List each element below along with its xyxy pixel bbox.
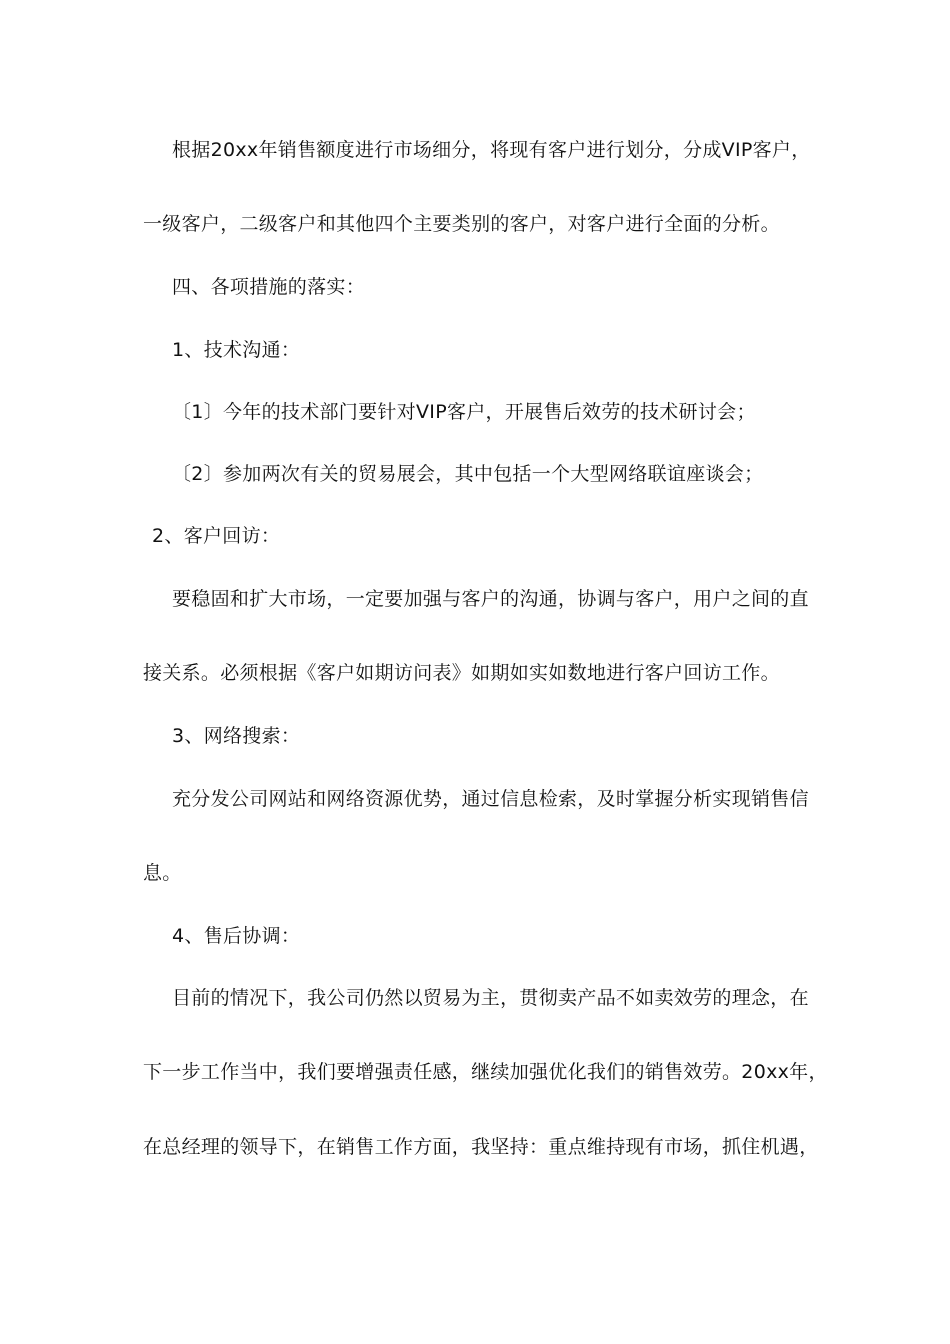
paragraph-line: 目前的情况下，我公司仍然以贸易为主，贯彻卖产品不如卖效劳的理念，在 xyxy=(172,987,809,1009)
section-heading: 四、各项措施的落实： xyxy=(172,276,366,298)
paragraph-line: 要稳固和扩大市场，一定要加强与客户的沟通，协调与客户，用户之间的直 xyxy=(172,588,809,610)
subsection-heading: 3、网络搜索： xyxy=(172,725,301,747)
paragraph-line: 息。 xyxy=(143,862,182,884)
subsection-heading: 1、技术沟通： xyxy=(172,339,301,361)
paragraph-line: 接关系。必须根据《客户如期访问表》如期如实如数地进行客户回访工作。 xyxy=(143,662,780,684)
paragraph-line: 在总经理的领导下，在销售工作方面，我坚持：重点维持现有市场，抓住机遇， xyxy=(143,1136,819,1158)
list-item: 〔1〕今年的技术部门要针对VIP客户，开展售后效劳的技术研讨会； xyxy=(172,401,756,423)
list-item: 〔2〕参加两次有关的贸易展会，其中包括一个大型网络联谊座谈会； xyxy=(172,463,764,485)
paragraph-line: 根据20xx年销售额度进行市场细分，将现有客户进行划分，分成VIP客户， xyxy=(172,139,811,161)
paragraph-line: 一级客户，二级客户和其他四个主要类别的客户，对客户进行全面的分析。 xyxy=(143,213,780,235)
paragraph-line: 下一步工作当中，我们要增强责任感，继续加强优化我们的销售效劳。20xx年， xyxy=(143,1061,828,1083)
paragraph-line: 充分发公司网站和网络资源优势，通过信息检索，及时掌握分析实现销售信 xyxy=(172,788,809,810)
subsection-heading: 2、客户回访： xyxy=(152,525,281,547)
subsection-heading: 4、售后协调： xyxy=(172,925,301,947)
